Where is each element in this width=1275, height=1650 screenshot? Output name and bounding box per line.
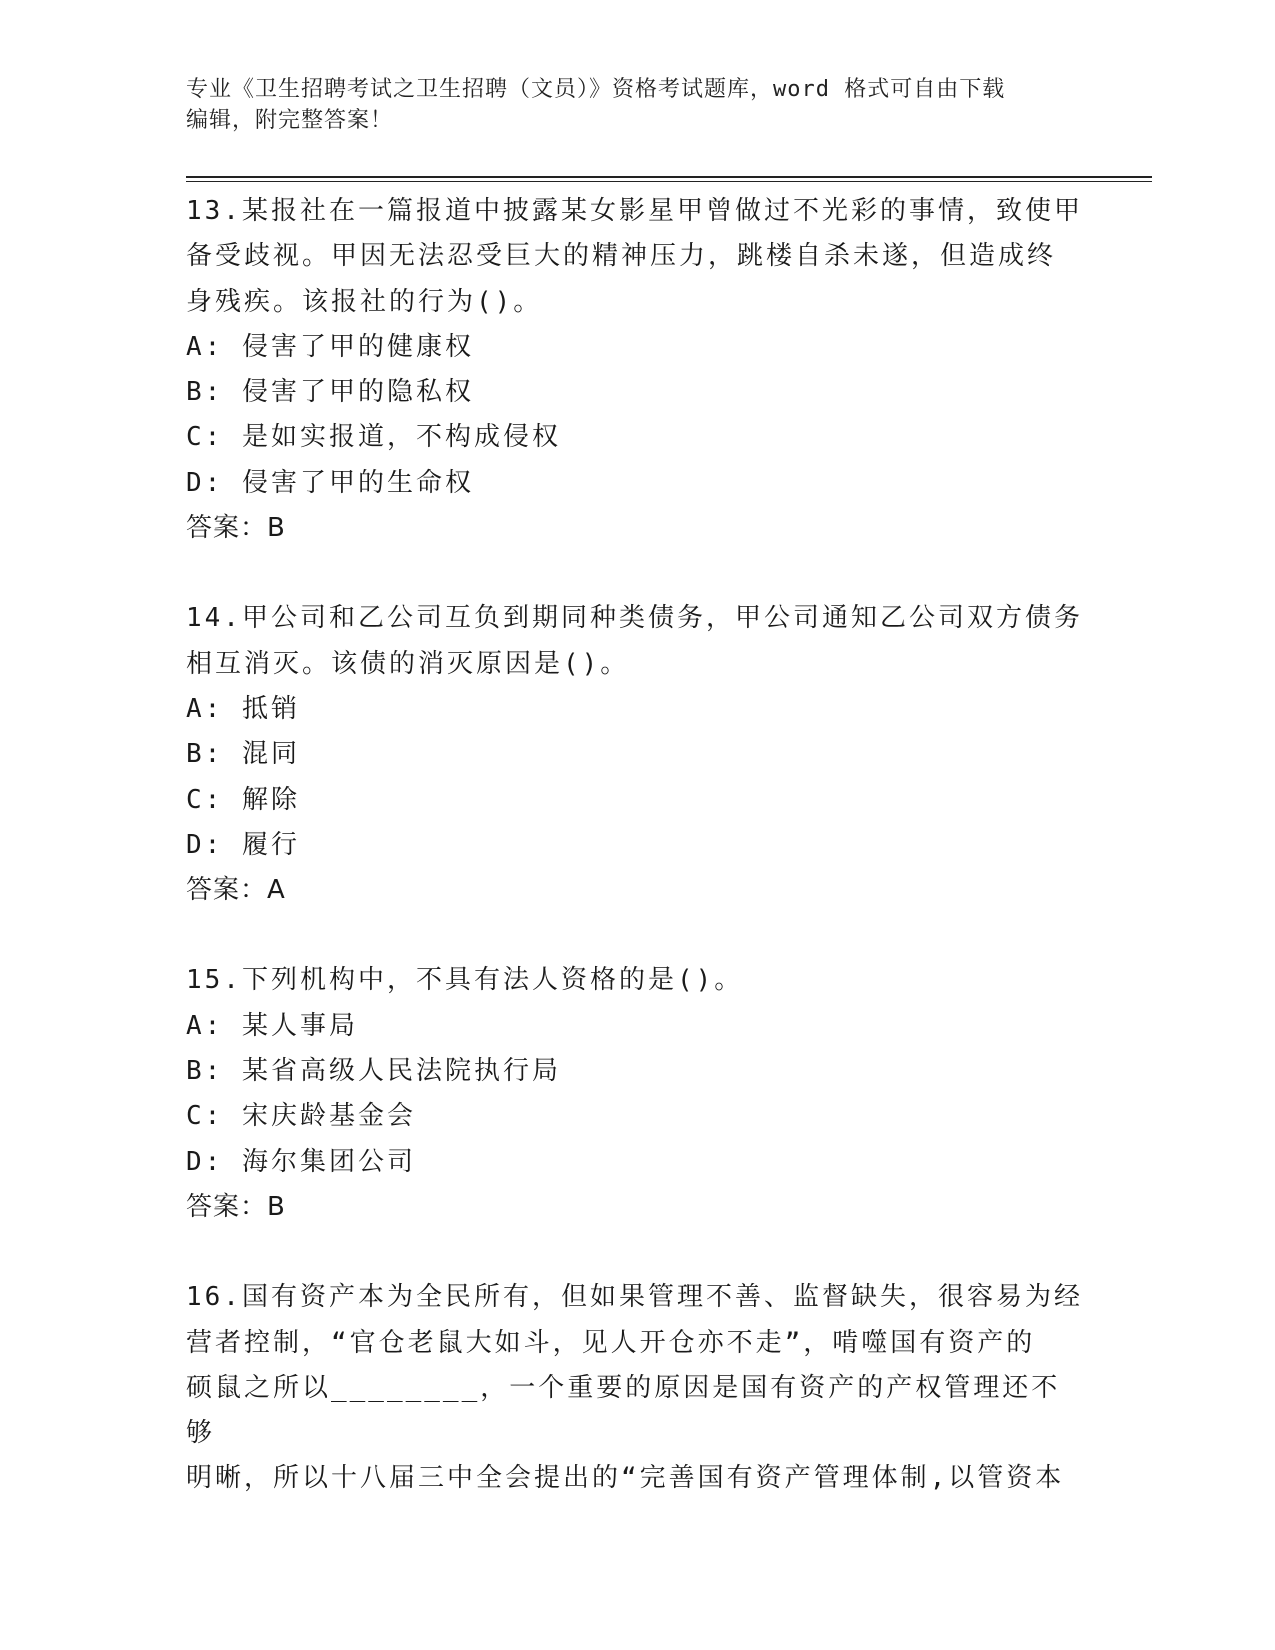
question-13 (186, 189, 1086, 551)
header-line-2: 编辑，附完整答案！ (186, 108, 394, 133)
answer-line (186, 1185, 1086, 1230)
question-stem-line: 营者控制，“官仓老鼠大如斗，见人开仓亦不走”，啃噬国有资产的 (186, 1327, 1036, 1358)
question-stem-line: 16.国有资产本为全民所有，但如果管理不善、监督缺失，很容易为经 (186, 1282, 1083, 1313)
header-divider-thin (186, 181, 1152, 182)
document-header (186, 74, 1066, 136)
question-14 (186, 596, 1086, 913)
question-stem-line: 身残疾。该报社的行为()。 (186, 286, 543, 317)
question-15 (186, 958, 1086, 1230)
option-a: A: 某人事局 (186, 1010, 358, 1041)
option-c: C: 宋庆龄基金会 (186, 1101, 416, 1132)
option-b: B: 侵害了甲的隐私权 (186, 377, 474, 408)
option-d: D: 海尔集团公司 (186, 1146, 416, 1177)
question-stem-line: 15.下列机构中，不具有法人资格的是()。 (186, 965, 744, 996)
option-a: A: 侵害了甲的健康权 (186, 331, 474, 362)
question-stem-line: 相互消灭。该债的消灭原因是()。 (186, 648, 630, 679)
question-stem-line: 备受歧视。甲因无法忍受巨大的精神压力，跳楼自杀未遂，但造成终 (186, 241, 1057, 272)
answer-value: B (267, 513, 286, 544)
question-stem-line: 硕鼠之所以________，一个重要的原因是国有资产的产权管理还不够 (186, 1372, 1061, 1449)
answer-label: 答案： (186, 513, 268, 544)
option-d: D: 侵害了甲的生命权 (186, 467, 474, 498)
question-list (186, 189, 1086, 1547)
option-a: A: 抵销 (186, 693, 300, 724)
header-line-1: 专业《卫生招聘考试之卫生招聘（文员）》资格考试题库，word 格式可自由下载 (186, 77, 1006, 102)
answer-label: 答案： (186, 1191, 268, 1222)
option-b: B: 某省高级人民法院执行局 (186, 1056, 561, 1087)
option-b: B: 混同 (186, 739, 300, 770)
answer-line (186, 868, 1086, 913)
answer-label: 答案： (186, 875, 268, 906)
question-stem-line: 明晰，所以十八届三中全会提出的“完善国有资产管理体制,以管资本 (186, 1463, 1065, 1494)
question-16 (186, 1275, 1086, 1501)
option-c: C: 解除 (186, 784, 300, 815)
answer-line (186, 506, 1086, 551)
question-stem-line: 14.甲公司和乙公司互负到期同种类债务，甲公司通知乙公司双方债务 (186, 603, 1083, 634)
answer-value: B (267, 1191, 286, 1222)
option-c: C: 是如实报道，不构成侵权 (186, 422, 561, 453)
question-stem-line: 13.某报社在一篇报道中披露某女影星甲曾做过不光彩的事情，致使甲 (186, 196, 1083, 226)
option-d: D: 履行 (186, 829, 300, 860)
answer-value: A (267, 875, 286, 906)
header-divider-thick (186, 176, 1152, 178)
